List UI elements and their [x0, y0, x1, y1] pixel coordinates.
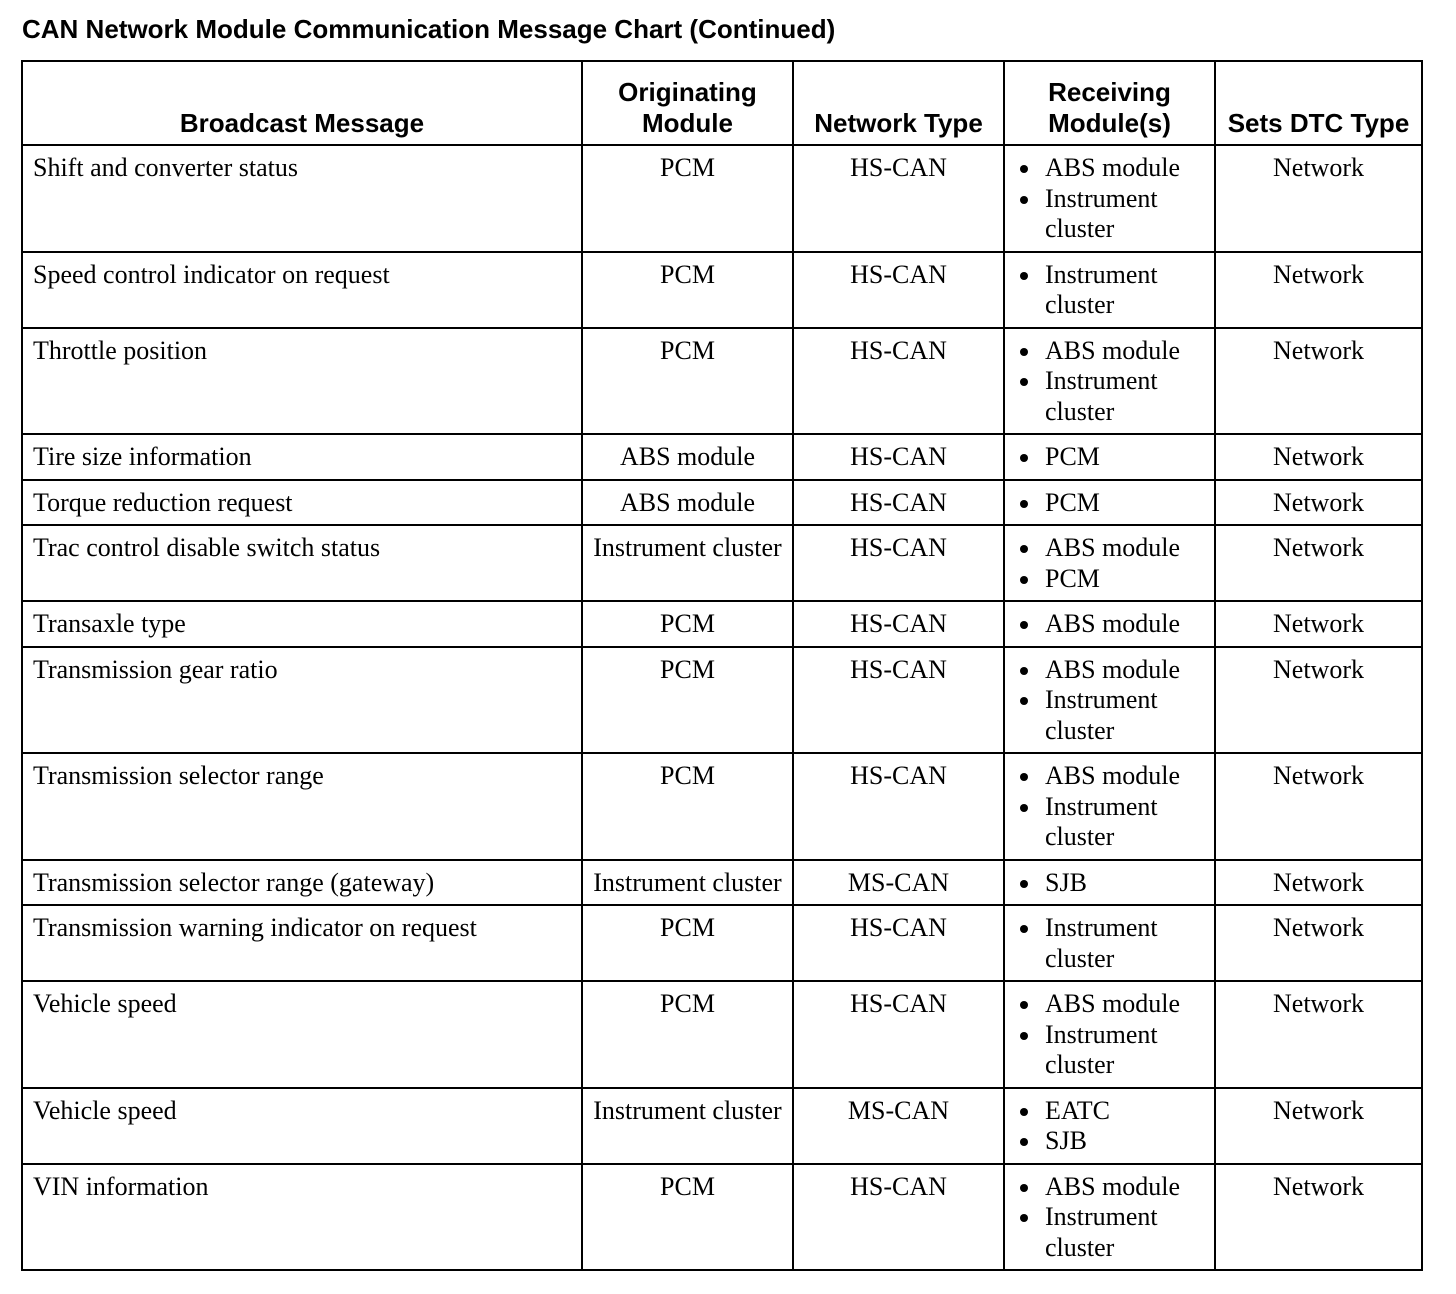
- receiving-modules-cell: [1004, 860, 1215, 906]
- sets-dtc-type-cell: Network: [1215, 480, 1422, 526]
- receiving-module-item: SJB: [1015, 1126, 1204, 1157]
- receiving-module-item: PCM: [1015, 564, 1204, 595]
- receiving-modules-list: [1015, 533, 1204, 594]
- receiving-modules-cell: [1004, 601, 1215, 647]
- receiving-module-item: ABS module: [1015, 989, 1204, 1020]
- broadcast-message-cell: Transmission warning indicator on request: [22, 905, 582, 981]
- broadcast-message-cell: Transmission selector range: [22, 753, 582, 860]
- receiving-module-item: ABS module: [1015, 655, 1204, 686]
- receiving-modules-cell: [1004, 480, 1215, 526]
- chart-body: [22, 145, 1422, 1270]
- originating-module-cell: Instrument cluster: [582, 860, 793, 906]
- receiving-module-item: EATC: [1015, 1096, 1204, 1127]
- receiving-modules-cell: [1004, 981, 1215, 1088]
- sets-dtc-type-cell: Network: [1215, 145, 1422, 252]
- broadcast-message-cell: Vehicle speed: [22, 1088, 582, 1164]
- originating-module-cell: PCM: [582, 753, 793, 860]
- network-type-cell: HS-CAN: [793, 905, 1004, 981]
- receiving-modules-list: [1015, 1172, 1204, 1264]
- sets-dtc-type-cell: Network: [1215, 753, 1422, 860]
- sets-dtc-type-cell: Network: [1215, 1088, 1422, 1164]
- table-row: [22, 480, 1422, 526]
- receiving-modules-cell: [1004, 525, 1215, 601]
- network-type-cell: HS-CAN: [793, 647, 1004, 754]
- sets-dtc-type-cell: Network: [1215, 525, 1422, 601]
- originating-module-cell: ABS module: [582, 434, 793, 480]
- originating-module-cell: PCM: [582, 905, 793, 981]
- network-type-cell: MS-CAN: [793, 860, 1004, 906]
- network-type-cell: HS-CAN: [793, 1164, 1004, 1271]
- broadcast-message-cell: Throttle position: [22, 328, 582, 435]
- can-message-chart: [21, 60, 1423, 1271]
- receiving-modules-cell: [1004, 252, 1215, 328]
- receiving-modules-list: [1015, 609, 1204, 640]
- network-type-cell: MS-CAN: [793, 1088, 1004, 1164]
- sets-dtc-type-cell: Network: [1215, 1164, 1422, 1271]
- sets-dtc-type-cell: Network: [1215, 434, 1422, 480]
- receiving-modules-cell: [1004, 434, 1215, 480]
- receiving-modules-list: [1015, 1096, 1204, 1157]
- receiving-modules-list: [1015, 336, 1204, 428]
- table-row: [22, 647, 1422, 754]
- receiving-module-item: SJB: [1015, 868, 1204, 899]
- receiving-module-item: Instrument cluster: [1015, 260, 1204, 321]
- network-type-cell: HS-CAN: [793, 328, 1004, 435]
- table-row: [22, 1164, 1422, 1271]
- table-row: [22, 601, 1422, 647]
- table-row: [22, 753, 1422, 860]
- receiving-modules-cell: [1004, 647, 1215, 754]
- receiving-modules-cell: [1004, 145, 1215, 252]
- network-type-cell: HS-CAN: [793, 434, 1004, 480]
- receiving-modules-list: [1015, 989, 1204, 1081]
- originating-module-cell: PCM: [582, 145, 793, 252]
- receiving-modules-cell: [1004, 1088, 1215, 1164]
- page-title: CAN Network Module Communication Message Chart (Continued): [22, 14, 836, 44]
- receiving-module-item: Instrument cluster: [1015, 1202, 1204, 1263]
- receiving-module-item: Instrument cluster: [1015, 685, 1204, 746]
- originating-module-cell: Instrument cluster: [582, 525, 793, 601]
- receiving-module-item: PCM: [1015, 488, 1204, 519]
- originating-module-cell: PCM: [582, 981, 793, 1088]
- sets-dtc-type-cell: Network: [1215, 981, 1422, 1088]
- header-broadcast-message: Broadcast Message: [22, 61, 582, 145]
- receiving-modules-cell: [1004, 328, 1215, 435]
- originating-module-cell: PCM: [582, 647, 793, 754]
- table-row: [22, 1088, 1422, 1164]
- originating-module-cell: Instrument cluster: [582, 1088, 793, 1164]
- network-type-cell: HS-CAN: [793, 601, 1004, 647]
- broadcast-message-cell: Speed control indicator on request: [22, 252, 582, 328]
- table-row: [22, 860, 1422, 906]
- receiving-modules-cell: [1004, 1164, 1215, 1271]
- network-type-cell: HS-CAN: [793, 480, 1004, 526]
- receiving-module-item: ABS module: [1015, 761, 1204, 792]
- sets-dtc-type-cell: Network: [1215, 647, 1422, 754]
- receiving-module-item: Instrument cluster: [1015, 1020, 1204, 1081]
- receiving-modules-list: [1015, 868, 1204, 899]
- header-receiving-modules: Receiving Module(s): [1004, 61, 1215, 145]
- receiving-modules-cell: [1004, 905, 1215, 981]
- broadcast-message-cell: Tire size information: [22, 434, 582, 480]
- receiving-modules-list: [1015, 488, 1204, 519]
- header-originating-module: Originating Module: [582, 61, 793, 145]
- receiving-module-item: Instrument cluster: [1015, 366, 1204, 427]
- receiving-modules-list: [1015, 655, 1204, 747]
- table-row: [22, 328, 1422, 435]
- table-row: [22, 252, 1422, 328]
- receiving-module-item: ABS module: [1015, 336, 1204, 367]
- receiving-module-item: ABS module: [1015, 1172, 1204, 1203]
- network-type-cell: HS-CAN: [793, 753, 1004, 860]
- broadcast-message-cell: Shift and converter status: [22, 145, 582, 252]
- receiving-module-item: ABS module: [1015, 609, 1204, 640]
- broadcast-message-cell: Transmission selector range (gateway): [22, 860, 582, 906]
- originating-module-cell: PCM: [582, 601, 793, 647]
- network-type-cell: HS-CAN: [793, 525, 1004, 601]
- network-type-cell: HS-CAN: [793, 981, 1004, 1088]
- header-network-type: Network Type: [793, 61, 1004, 145]
- network-type-cell: HS-CAN: [793, 145, 1004, 252]
- receiving-module-item: ABS module: [1015, 533, 1204, 564]
- receiving-module-item: Instrument cluster: [1015, 184, 1204, 245]
- sets-dtc-type-cell: Network: [1215, 328, 1422, 435]
- table-row: [22, 905, 1422, 981]
- receiving-modules-list: [1015, 260, 1204, 321]
- sets-dtc-type-cell: Network: [1215, 860, 1422, 906]
- sets-dtc-type-cell: Network: [1215, 252, 1422, 328]
- table-row: [22, 981, 1422, 1088]
- receiving-module-item: PCM: [1015, 442, 1204, 473]
- header-sets-dtc-type: Sets DTC Type: [1215, 61, 1422, 145]
- receiving-modules-cell: [1004, 753, 1215, 860]
- originating-module-cell: PCM: [582, 328, 793, 435]
- originating-module-cell: ABS module: [582, 480, 793, 526]
- receiving-module-item: ABS module: [1015, 153, 1204, 184]
- receiving-module-item: Instrument cluster: [1015, 913, 1204, 974]
- receiving-modules-list: [1015, 913, 1204, 974]
- broadcast-message-cell: VIN information: [22, 1164, 582, 1271]
- table-row: [22, 434, 1422, 480]
- originating-module-cell: PCM: [582, 252, 793, 328]
- broadcast-message-cell: Transaxle type: [22, 601, 582, 647]
- receiving-modules-list: [1015, 442, 1204, 473]
- receiving-modules-list: [1015, 761, 1204, 853]
- broadcast-message-cell: Transmission gear ratio: [22, 647, 582, 754]
- broadcast-message-cell: Vehicle speed: [22, 981, 582, 1088]
- network-type-cell: HS-CAN: [793, 252, 1004, 328]
- receiving-module-item: Instrument cluster: [1015, 792, 1204, 853]
- originating-module-cell: PCM: [582, 1164, 793, 1271]
- broadcast-message-cell: Trac control disable switch status: [22, 525, 582, 601]
- receiving-modules-list: [1015, 153, 1204, 245]
- table-row: [22, 145, 1422, 252]
- sets-dtc-type-cell: Network: [1215, 601, 1422, 647]
- table-row: [22, 525, 1422, 601]
- broadcast-message-cell: Torque reduction request: [22, 480, 582, 526]
- header-row: [22, 61, 1422, 145]
- sets-dtc-type-cell: Network: [1215, 905, 1422, 981]
